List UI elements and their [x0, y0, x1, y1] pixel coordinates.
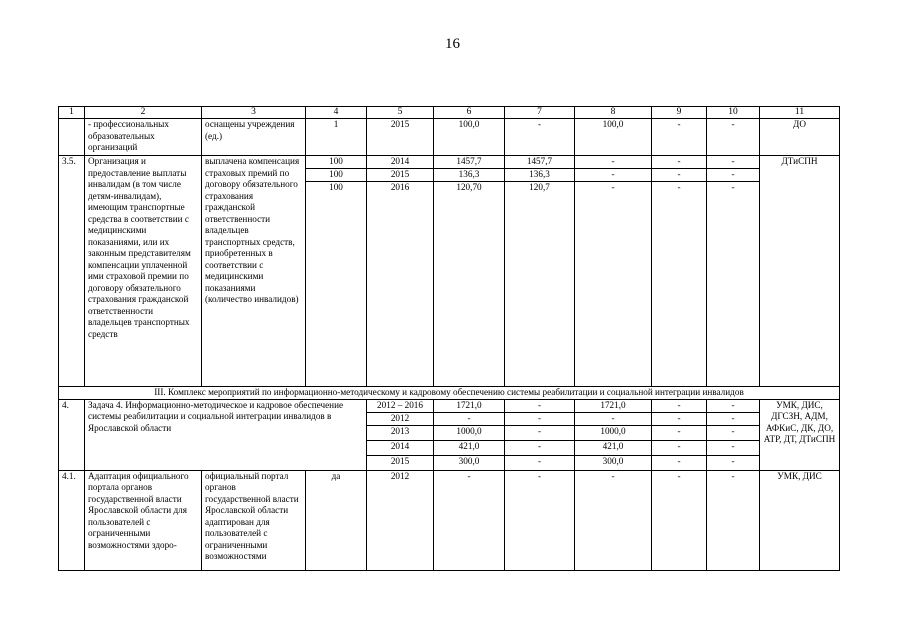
funding-col8: 1000,0: [575, 425, 652, 440]
funding-col10: -: [707, 156, 760, 169]
funding-col9: -: [652, 425, 707, 440]
funding-col10: -: [707, 455, 760, 470]
measure-name: - профессиональных образовательных организаций: [85, 119, 202, 156]
target-value: 100: [306, 182, 367, 387]
target-value: 1: [306, 119, 367, 156]
executor: УМК, ДИС: [760, 470, 840, 570]
funding-col7: 120,7: [505, 182, 575, 387]
funding-col8: -: [575, 156, 652, 169]
column-number: 10: [707, 107, 760, 119]
funding-col9: -: [652, 440, 707, 455]
row-number: 3.5.: [59, 156, 85, 387]
total-amount: 1000,0: [434, 425, 505, 440]
target-value: 100: [306, 156, 367, 169]
column-number: 2: [85, 107, 202, 119]
row-number: 4.1.: [59, 470, 85, 570]
funding-col7: 1457,7: [505, 156, 575, 169]
year: 2012 – 2016: [367, 399, 434, 412]
indicator: выплачена компенсация страховых премий по договору обязательного страхования гражданской ответственности владельцев транспортных средств, приобретенных в соответствии с медицинскими показаниями (количество инвалидов): [202, 156, 306, 387]
total-amount: -: [434, 412, 505, 425]
funding-col10: -: [707, 182, 760, 387]
row-number: 4.: [59, 399, 85, 470]
total-amount: -: [434, 470, 505, 570]
column-number: 8: [575, 107, 652, 119]
column-number: 4: [306, 107, 367, 119]
total-amount: 136,3: [434, 169, 505, 182]
measure-name: Организация и предоставление выплаты инвалидам (в том числе детям-инвалидам), имеющим транспортные средства в соответствии с медицинскими показаниями, или их законным представителям компенсации уплаченной ими страховой премии по договору обязательного страхования гражданской ответственности владельцев транспортных средств: [85, 156, 202, 387]
total-amount: 300,0: [434, 455, 505, 470]
funding-col8: -: [575, 169, 652, 182]
year: 2015: [367, 119, 434, 156]
total-amount: 100,0: [434, 119, 505, 156]
page-number: 16: [445, 36, 460, 52]
year: 2014: [367, 440, 434, 455]
funding-col8: -: [575, 182, 652, 387]
funding-col10: -: [707, 399, 760, 412]
funding-col7: -: [505, 470, 575, 570]
funding-col8: 421,0: [575, 440, 652, 455]
section-row: [59, 387, 840, 400]
funding-col9: -: [652, 182, 707, 387]
table-row: [59, 119, 840, 156]
indicator: официальный портал органов государственной власти Ярославской области адаптирован для пользователей с ограниченными возможностями: [202, 470, 306, 570]
funding-col8: -: [575, 470, 652, 570]
column-number: 3: [202, 107, 306, 119]
total-amount: 1721,0: [434, 399, 505, 412]
funding-col7: -: [505, 440, 575, 455]
funding-col8: -: [575, 412, 652, 425]
column-number: 6: [434, 107, 505, 119]
column-number: 9: [652, 107, 707, 119]
row-number-cell: [59, 119, 85, 156]
column-number-row: [59, 107, 840, 119]
funding-col7: -: [505, 425, 575, 440]
funding-col10: -: [707, 169, 760, 182]
funding-col9: -: [652, 470, 707, 570]
funding-col9: -: [652, 399, 707, 412]
executor: ДТиСПН: [760, 156, 840, 387]
funding-col8: 1721,0: [575, 399, 652, 412]
table-row: [59, 399, 840, 412]
funding-col10: -: [707, 440, 760, 455]
indicator: оснащены учреждения (ед.): [202, 119, 306, 156]
funding-col8: 300,0: [575, 455, 652, 470]
funding-col10: -: [707, 425, 760, 440]
target-value: да: [306, 470, 367, 570]
funding-col8: 100,0: [575, 119, 652, 156]
column-number: 11: [760, 107, 840, 119]
section-title: III. Комплекс мероприятий по информационно-методическому и кадровому обеспечению системы реабилитации и социальной интеграции инвалидов: [59, 387, 840, 400]
year: 2014: [367, 156, 434, 169]
column-number: 7: [505, 107, 575, 119]
task-name: Задача 4. Информационно-методическое и кадровое обеспечение системы реабилитации и социальной интеграции инвалидов в Ярославской области: [85, 399, 367, 470]
funding-col7: -: [505, 399, 575, 412]
funding-col9: -: [652, 156, 707, 169]
total-amount: 421,0: [434, 440, 505, 455]
column-number: 1: [59, 107, 85, 119]
year: 2015: [367, 455, 434, 470]
table-row: [59, 470, 840, 570]
executor: УМК, ДИС, ДГСЗН, АДМ, АФКиС, ДК, ДО, АТР, ДТ, ДТиСПН: [760, 399, 840, 470]
column-number: 5: [367, 107, 434, 119]
funding-col10: -: [707, 470, 760, 570]
executor: ДО: [760, 119, 840, 156]
year: 2015: [367, 169, 434, 182]
measure-name: Адаптация официального портала органов государственной власти Ярославской области для пользователей с ограниченными возможностями здоро-: [85, 470, 202, 570]
program-table: [58, 106, 840, 571]
year: 2012: [367, 412, 434, 425]
total-amount: 1457,7: [434, 156, 505, 169]
funding-col9: -: [652, 455, 707, 470]
funding-col10: -: [707, 412, 760, 425]
funding-col9: -: [652, 169, 707, 182]
target-value: 100: [306, 169, 367, 182]
total-amount: 120,70: [434, 182, 505, 387]
funding-col7: -: [505, 119, 575, 156]
funding-col10: -: [707, 119, 760, 156]
table-row: [59, 156, 840, 169]
funding-col7: 136,3: [505, 169, 575, 182]
year: 2013: [367, 425, 434, 440]
year: 2016: [367, 182, 434, 387]
funding-col7: -: [505, 412, 575, 425]
funding-col9: -: [652, 119, 707, 156]
funding-col7: -: [505, 455, 575, 470]
funding-col9: -: [652, 412, 707, 425]
year: 2012: [367, 470, 434, 570]
